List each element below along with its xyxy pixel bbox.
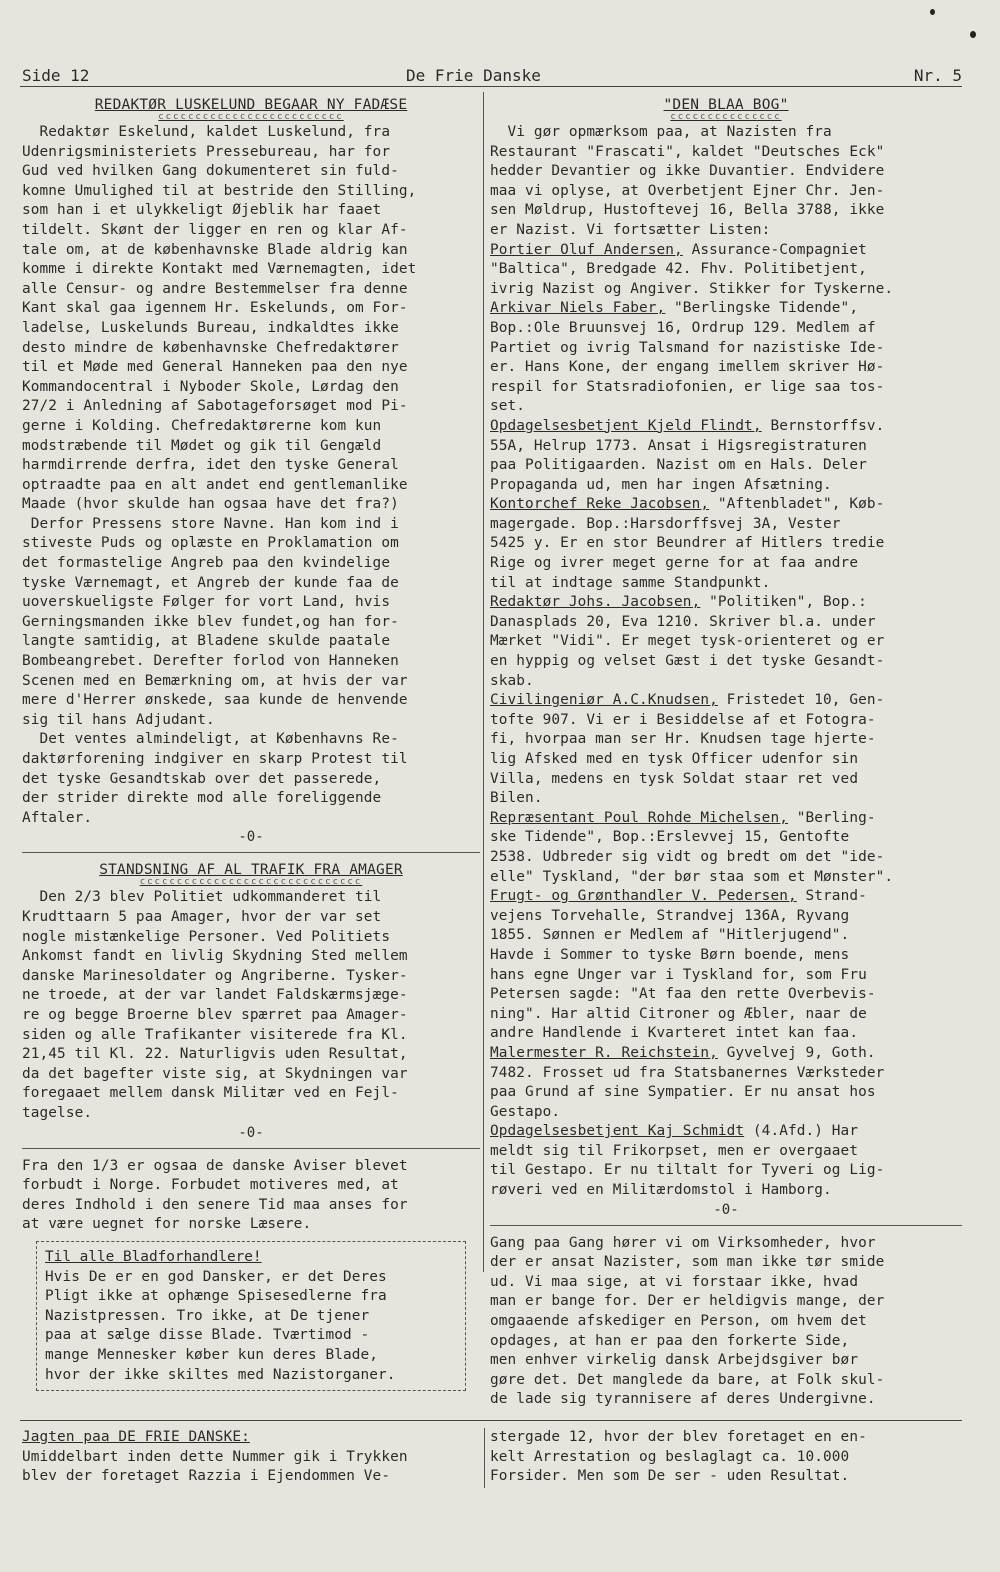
- text-line: blev der foretaget Razzia i Ejendommen Ve-: [22, 1468, 391, 1485]
- text-line: fi, hvorpaa man ser Hr. Knudsen tage hjerte-: [490, 731, 876, 748]
- right-column: [490, 96, 962, 1410]
- entry-text: "Aftenbladet", Køb-: [709, 496, 885, 513]
- title-underline-dots: ccccccccccccccc: [670, 112, 782, 122]
- text-line: [490, 1044, 962, 1064]
- text-line: andre Handlende i Kvarteret intet kan faa.: [490, 1025, 859, 1042]
- bottom-rule: [20, 1420, 962, 1421]
- text-line: forbudt i Norge. Forbudet motiveres med, at: [22, 1177, 399, 1194]
- text-line: 55A, Helrup 1773. Ansat i Higsregistraturen: [490, 437, 867, 454]
- bottom-right-article: [490, 1428, 962, 1487]
- entry-text: "Politiken", Bop.:: [700, 594, 867, 611]
- text-line: Den 2/3 blev Politiet udkommanderet til: [22, 889, 382, 906]
- text-line: "Baltica", Bredgade 42. Fhv. Politibetjent,: [490, 261, 867, 278]
- text-line: man er bange for. Der er heldigvis mange, der: [490, 1293, 885, 1310]
- bottom-title: Jagten paa DE FRIE DANSKE:: [22, 1429, 250, 1445]
- text-line: skab.: [490, 672, 534, 689]
- entry-text: "Berling-: [787, 809, 876, 826]
- text-line: Gestapo.: [490, 1103, 561, 1120]
- entry-name: Kontorchef Reke Jacobsen,: [490, 496, 710, 513]
- list-entry: [490, 1044, 962, 1122]
- paper-name: De Frie Danske: [406, 66, 541, 85]
- column-divider: [484, 1428, 485, 1488]
- text-line: tofte 907. Vi er i Besiddelse af et Fotogra-: [490, 711, 876, 728]
- entry-text: "Berlingske Tidende",: [665, 300, 859, 317]
- text-line: [490, 241, 962, 261]
- text-line: kelt Arrestation og beslaglagt ca. 10.000: [490, 1448, 850, 1465]
- entry-text: Strand-: [796, 888, 867, 905]
- text-line: Fra den 1/3 er ogsaa de danske Aviser blevet: [22, 1157, 408, 1174]
- text-line: Umiddelbart inden dette Nummer gik i Trykken: [22, 1448, 408, 1465]
- text-line: Petersen sagde: "At faa den rette Overbevis-: [490, 986, 876, 1003]
- text-line: vejens Torvehalle, Strandvej 136A, Ryvang: [490, 907, 850, 924]
- text-line: ne troede, at der var landet Faldskærmsjæge-: [22, 987, 408, 1004]
- text-line: uoverskueligste Følger for vort Land, hvis: [22, 594, 391, 611]
- list-entry: [490, 809, 962, 887]
- text-line: Propaganda ud, men har ingen Afsætning.: [490, 476, 832, 493]
- list-entry: [490, 1122, 962, 1200]
- list-entry: [490, 417, 962, 495]
- bottom-body: [22, 1448, 480, 1487]
- text-line: [490, 809, 962, 829]
- text-line: [490, 495, 962, 515]
- entry-name: Redaktør Johs. Jacobsen,: [490, 594, 701, 611]
- text-line: Villa, medens en tysk Soldat staar ret ved: [490, 770, 859, 787]
- text-line: er Nazist. Vi fortsætter Listen:: [490, 221, 771, 238]
- text-line: langte samtidig, at Bladene skulde paatale: [22, 633, 391, 650]
- text-line: Krudttaarn 5 paa Amager, hvor der var set: [22, 908, 382, 925]
- text-line: komne Umulighed til at bestride den Stilling,: [22, 182, 417, 199]
- text-line: maa vi oplyse, at Overbetjent Ejner Chr. Jen-: [490, 182, 885, 199]
- entry-name: Portier Oluf Andersen,: [490, 241, 683, 258]
- text-line: Forsider. Men som De ser - uden Resultat.: [490, 1468, 850, 1485]
- text-line: deres Indhold i den senere Tid maa anses for: [22, 1196, 408, 1213]
- text-line: Gerningsmanden ikke blev fundet,og han for-: [22, 613, 399, 630]
- article-body: [490, 1234, 962, 1410]
- text-line: komme i direkte Kontakt med Værnemagten, idet: [22, 261, 417, 278]
- text-line: hedder Devantier og ikke Duvantier. Endvidere: [490, 163, 885, 180]
- text-line: stergade 12, hvor der blev foretaget en en-: [490, 1429, 867, 1445]
- text-line: som han i et ulykkeligt Øjeblik har faaet: [22, 202, 382, 219]
- text-line: 1855. Sønnen er Medlem af "Hitlerjugend".: [490, 927, 850, 944]
- text-line: ladelse, Luskelunds Bureau, indkaldtes ikke: [22, 319, 399, 336]
- entry-text: Fristedet 10, Gen-: [717, 692, 885, 709]
- text-line: set.: [490, 398, 526, 415]
- entry-name: Opdagelsesbetjent Kjeld Flindt,: [490, 417, 762, 434]
- text-line: Partiet og ivrig Talsmand for nazistiske Ide-: [490, 339, 885, 356]
- entry-name: Repræsentant Poul Rohde Michelsen,: [490, 809, 788, 826]
- text-line: der strider direkte mod alle foreliggende: [22, 790, 382, 807]
- text-line: til at indtage samme Standpunkt.: [490, 574, 771, 591]
- entry-name: Frugt- og Grønthandler V. Pedersen,: [490, 888, 797, 905]
- article-title: STANDSNING AF AL TRAFIK FRA AMAGER cccccccccccccccccccccccccccccc: [22, 861, 480, 885]
- text-line: Nazistpressen. Tro ikke, at De tjener: [45, 1307, 370, 1324]
- text-line: 5425 y. Er en stor Beundrer af Hitlers tredie: [490, 535, 885, 552]
- text-line: magergade. Bop.:Harsdorffsvej 3A, Vester: [490, 515, 841, 532]
- text-line: [490, 1122, 962, 1142]
- text-line: da det bagefter viste sig, at Skydningen var: [22, 1065, 408, 1082]
- text-line: tyske Værnemagt, et Angreb der kunde faa de: [22, 574, 399, 591]
- text-line: mange Mennesker køber kun deres Blade,: [45, 1346, 379, 1363]
- text-line: meldt sig til Frikorpset, men er overgaaet: [490, 1142, 859, 1159]
- text-line: paa Grund af sine Sympatier. Er nu ansat hos: [490, 1084, 876, 1101]
- article-body: [22, 123, 480, 828]
- text-line: Vi gør opmærksom paa, at Nazisten fra: [490, 124, 832, 140]
- text-line: desto mindre de københavnske Chefredaktører: [22, 339, 399, 356]
- text-line: ning". Har altid Citroner og Æbler, naar de: [490, 1005, 867, 1022]
- section-rule: [22, 852, 480, 853]
- list-entry: [490, 593, 962, 691]
- section-rule: [490, 1225, 962, 1226]
- text-line: Pligt ikke at ophænge Spisesedlerne fra: [45, 1288, 387, 1305]
- text-line: der er ansat Nazister, som man ikke tør smide: [490, 1254, 885, 1271]
- text-line: det formastelige Angreb paa den kvindelige: [22, 555, 391, 572]
- left-column: [22, 96, 480, 1235]
- list-entry: [490, 299, 962, 417]
- entry-text: Gyvelvej 9, Goth.: [717, 1044, 876, 1061]
- text-line: til et Møde med General Hanneken paa den nye: [22, 359, 408, 376]
- bottom-left-article: [22, 1428, 480, 1487]
- text-line: [490, 691, 962, 711]
- entry-name: Malermester R. Reichstein,: [490, 1044, 718, 1061]
- text-line: ivrig Nazist og Angiver. Stikker for Tyskerne.: [490, 280, 894, 297]
- separator: -0-: [238, 1124, 264, 1141]
- text-line: 27/2 i Anledning af Sabotageforsøget mod Pi-: [22, 398, 408, 415]
- article-body: [22, 888, 480, 1123]
- ink-spot: [970, 31, 976, 38]
- entry-name: Civilingeniør A.C.Knudsen,: [490, 692, 718, 709]
- text-line: men enhver virkelig dansk Arbejdsgiver bør: [490, 1352, 859, 1369]
- text-line: siden og alle Trafikanter visiterede fra Kl.: [22, 1026, 408, 1043]
- text-line: Danasplads 20, Eva 1210. Skriver bl.a. under: [490, 613, 876, 630]
- text-line: gøre det. Det manglede da bare, at Folk skul-: [490, 1371, 885, 1388]
- separator: -0-: [713, 1201, 739, 1218]
- text-line: daktørforening indgiver en skarp Protest til: [22, 751, 408, 767]
- text-line: Redaktør Eskelund, kaldet Luskelund, fra: [22, 124, 391, 140]
- text-line: ske Tidende", Bop.:Erslevvej 15, Gentofte: [490, 829, 850, 846]
- entry-name: Opdagelsesbetjent Kaj Schmidt: [490, 1123, 745, 1140]
- text-line: sen Møldrup, Hustoftevej 16, Bella 3788, ikke: [490, 202, 885, 219]
- text-line: Rige og ivrer meget gerne for at faa andre: [490, 555, 859, 572]
- text-line: Bop.:Ole Bruunsvej 16, Ordrup 129. Medlem af: [490, 319, 876, 336]
- text-line: hvor der ikke skiltes med Nazistorganer.: [45, 1366, 396, 1383]
- text-line: opdages, at han er paa den forkerte Side,: [490, 1332, 850, 1349]
- text-line: danske Marinesoldater og Angriberne. Tysker-: [22, 967, 408, 984]
- text-line: Kommandocentral i Nyboder Skole, Lørdag den: [22, 378, 399, 395]
- text-line: alle Censur- og andre Bestemmelser fra denne: [22, 280, 408, 297]
- page-number: Side 12: [22, 66, 90, 85]
- text-line: [490, 593, 962, 613]
- text-line: sig til hans Adjudant.: [22, 711, 215, 728]
- entry-text: Bernstorffsv.: [761, 417, 885, 434]
- text-line: røveri ved en Militærdomstol i Hamborg.: [490, 1182, 832, 1199]
- text-line: 7482. Frosset ud fra Statsbanernes Værksteder: [490, 1064, 885, 1081]
- separator: -0-: [238, 829, 264, 846]
- ink-spot: [930, 9, 935, 15]
- issue-number: Nr. 5: [913, 66, 962, 85]
- text-line: [490, 299, 962, 319]
- text-line: Udenrigsministeriets Pressebureau, har for: [22, 143, 391, 160]
- entry-text: (4.Afd.) Har: [744, 1123, 859, 1140]
- entry-name: Arkivar Niels Faber,: [490, 300, 666, 317]
- text-line: Mærket "Vidi". Er meget tysk-orienteret og er: [490, 633, 885, 650]
- list-entry: [490, 691, 962, 809]
- text-line: Bilen.: [490, 790, 543, 807]
- text-line: tale om, at de københavnske Blade aldrig kan: [22, 241, 408, 258]
- text-line: Restaurant "Frascati", kaldet "Deutsches Eck": [490, 143, 885, 160]
- text-line: Havde i Sommer to tyske Børn boende, mens: [490, 946, 850, 963]
- text-line: Ankomst fandt en livlig Skydning Sted mellem: [22, 948, 408, 965]
- text-line: til Gestapo. Er nu tiltalt for Tyveri og Lig-: [490, 1162, 885, 1179]
- text-line: 2538. Udbreder sig vidt og bredt om det "ide-: [490, 848, 885, 865]
- text-line: nogle mistænkelige Personer. Ved Politiets: [22, 928, 391, 945]
- list-entry: [490, 495, 962, 593]
- article-title: REDAKTØR LUSKELUND BEGAAR NY FADÆSE ccccccccccccccccccccccccc: [22, 96, 480, 120]
- column-divider: [483, 92, 484, 1272]
- entry-text: Assurance-Compagniet: [682, 241, 867, 258]
- text-line: ud. Vi maa sige, at vi forstaar ikke, hvad: [490, 1273, 859, 1290]
- text-line: Aftaler.: [22, 809, 93, 826]
- name-list: [490, 241, 962, 1201]
- text-line: [490, 887, 962, 907]
- list-entry: [490, 887, 962, 1044]
- text-line: Det ventes almindeligt, at Københavns Re-: [22, 731, 399, 748]
- text-line: hans egne Unger var i Tyskland for, som Fru: [490, 966, 867, 983]
- text-line: [490, 417, 962, 437]
- text-line: 21,45 til Kl. 22. Naturligvis uden Resultat,: [22, 1046, 408, 1063]
- notice-body: [45, 1268, 457, 1386]
- text-line: omgaaende afskediger en Person, om hvem det: [490, 1313, 867, 1330]
- text-line: tildelt. Skønt der ligger en ren og klar Af-: [22, 221, 408, 238]
- text-line: re og begge Broerne blev spærret paa Amager-: [22, 1006, 408, 1023]
- text-line: optraadte paa en alt andet end gentlemanlike: [22, 476, 408, 493]
- text-line: de lade sig tyrannisere af deres Undergivne.: [490, 1391, 876, 1408]
- notice-title: Til alle Bladforhandlere!: [45, 1249, 262, 1265]
- header-rule: [20, 86, 962, 87]
- text-line: elle" Tyskland, "der bør staa som et Mønster".: [490, 868, 894, 885]
- title-underline-dots: ccccccccccccccccccccccccc: [158, 112, 344, 122]
- text-line: det tyske Gesandtskab over det passerede,: [22, 770, 382, 787]
- text-line: mere d'Herrer ønskede, saa kunde de henvende: [22, 692, 408, 709]
- text-line: Hvis De er en god Dansker, er det Deres: [45, 1268, 387, 1285]
- text-line: tagelse.: [22, 1104, 93, 1121]
- list-entry: [490, 241, 962, 300]
- text-line: en hyppig og velset Gæst i det tyske Gesandt-: [490, 653, 885, 670]
- text-line: gerne i Kolding. Chefredaktørerne kom kun: [22, 417, 382, 434]
- article-body: [22, 1157, 480, 1235]
- text-line: at være uegnet for norske Læsere.: [22, 1216, 312, 1233]
- text-line: er. Hans Kone, der engang imellem skriver Hø-: [490, 359, 885, 376]
- text-line: Derfor Pressens store Navne. Han kom ind i: [22, 515, 399, 532]
- text-line: Scenen med en Bemærkning om, at hvis der var: [22, 672, 408, 689]
- text-line: Gud ved hvilken Gang dokumenteret sin fuld-: [22, 163, 399, 180]
- page-header: [22, 66, 962, 88]
- title-underline-dots: cccccccccccccccccccccccccccccc: [139, 877, 363, 888]
- notice-box: [36, 1241, 466, 1391]
- text-line: foregaaet mellem dansk Militær ved en Fejl-: [22, 1085, 399, 1102]
- article-title: "DEN BLAA BOG" ccccccccccccccc: [490, 96, 962, 120]
- text-line: Maade (hvor skulde han ogsaa have det fra?): [22, 496, 399, 513]
- text-line: Gang paa Gang hører vi om Virksomheder, hvor: [490, 1234, 876, 1251]
- text-line: paa at sælge disse Blade. Tværtimod -: [45, 1327, 370, 1344]
- text-line: Kant skal gaa igennem Hr. Eskelunds, om For-: [22, 300, 408, 317]
- article-intro: [490, 123, 962, 241]
- text-line: Bombeangrebet. Derefter forlod von Hanneken: [22, 653, 399, 670]
- text-line: respil for Statsradiofonien, er lige saa tos-: [490, 378, 885, 395]
- text-line: lig Afsked med en tysk Officer udenfor sin: [490, 751, 859, 767]
- text-line: modstræbende til Mødet og gik til Gengæld: [22, 437, 382, 454]
- text-line: harmdirrende derfra, idet den tyske General: [22, 457, 399, 474]
- text-line: stiveste Puds og oplæste en Proklamation om: [22, 535, 399, 552]
- section-rule: [22, 1148, 480, 1149]
- bottom-body: [490, 1428, 962, 1487]
- text-line: paa Politigaarden. Nazist om en Hals. Deler: [490, 457, 867, 474]
